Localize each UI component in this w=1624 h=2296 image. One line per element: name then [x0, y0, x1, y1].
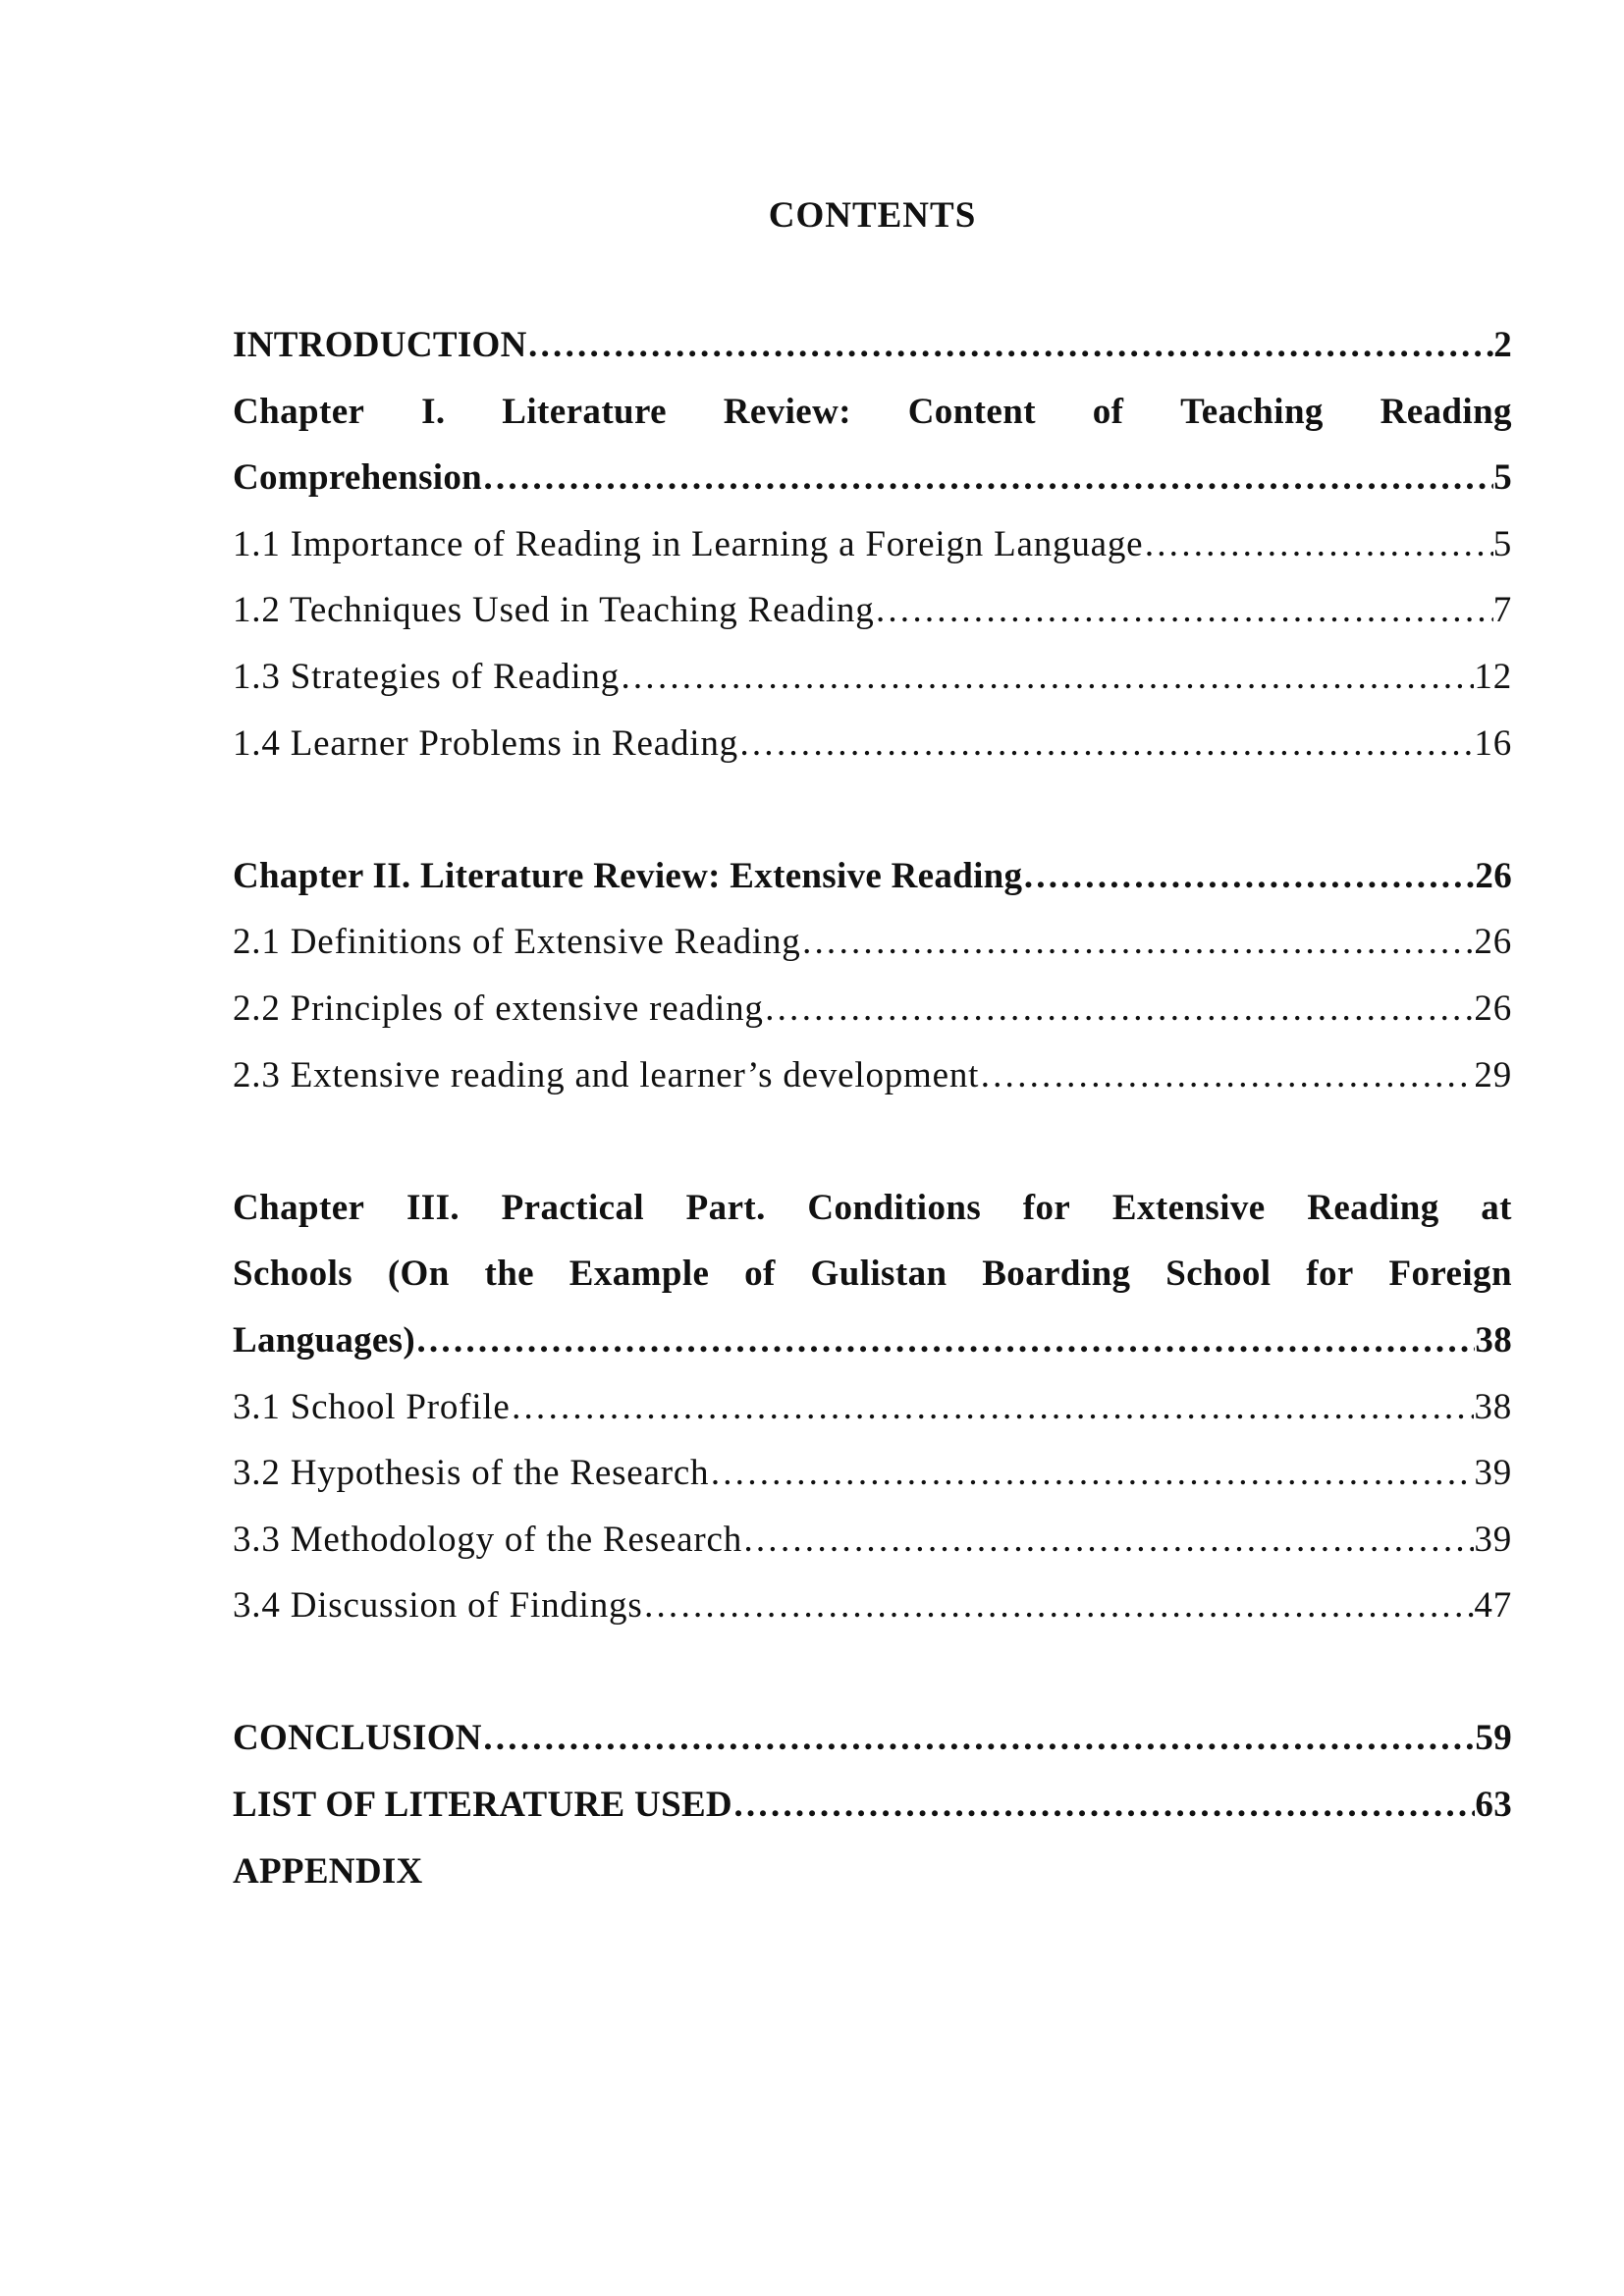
word: I. [421, 391, 446, 432]
toc-entry-label: 3.1 School Profile [233, 1386, 511, 1427]
dot-leader [620, 644, 1474, 711]
toc-entry-chapter3-line1[interactable] [233, 1175, 1512, 1242]
toc-page-number: 12 [1474, 656, 1512, 697]
dot-leader [415, 1308, 1475, 1374]
toc-entry-section-1-2[interactable] [233, 577, 1512, 644]
word: Conditions [807, 1187, 982, 1228]
toc-entry-section-2-2[interactable] [233, 976, 1512, 1042]
word: Part. [685, 1187, 766, 1228]
toc-entry-label: 3.2 Hypothesis of the Research [233, 1453, 710, 1494]
dot-leader [742, 1507, 1474, 1574]
toc-entry-chapter3-line2[interactable] [233, 1241, 1512, 1308]
table-of-contents [233, 187, 1512, 1904]
dot-leader [801, 909, 1475, 976]
toc-page-number: 26 [1474, 922, 1512, 963]
word: III. [406, 1187, 460, 1228]
toc-entry-label: Languages) [233, 1319, 415, 1361]
spacer [233, 776, 1512, 843]
word: at [1481, 1187, 1512, 1228]
dot-leader [1143, 511, 1492, 578]
word: Teaching [1180, 391, 1324, 432]
dot-leader [527, 312, 1494, 379]
toc-entry-label: 3.3 Methodology of the Research [233, 1519, 743, 1560]
word: for [1022, 1187, 1071, 1228]
toc-entry-conclusion[interactable] [233, 1705, 1512, 1772]
toc-page-number: 38 [1475, 1319, 1512, 1361]
word: Boarding [982, 1254, 1131, 1295]
word: Foreign [1388, 1254, 1512, 1295]
toc-entry-section-1-1[interactable] [233, 511, 1512, 578]
word: of [744, 1254, 776, 1295]
toc-entry-chapter1-line2[interactable] [233, 445, 1512, 511]
toc-page-number: 5 [1493, 457, 1512, 499]
toc-entry-label: APPENDIX [233, 1850, 423, 1892]
word: Literature [502, 391, 667, 432]
toc-page-number: 29 [1474, 1054, 1512, 1095]
toc-entry-literature[interactable] [233, 1772, 1512, 1839]
word: Schools [233, 1254, 353, 1295]
toc-page-number: 63 [1475, 1785, 1512, 1826]
toc-entry-label: INTRODUCTION [233, 325, 527, 365]
toc-page-number: 26 [1474, 988, 1512, 1029]
toc-entry-label: 2.2 Principles of extensive reading [233, 988, 764, 1029]
toc-entry-chapter1-line1[interactable] [233, 379, 1512, 446]
word: Review: [723, 391, 851, 432]
toc-entry-label: 2.1 Definitions of Extensive Reading [233, 922, 801, 963]
word: for [1306, 1254, 1354, 1295]
toc-entry-label: 1.1 Importance of Reading in Learning a Foreign Language [233, 523, 1144, 564]
word: Chapter [233, 391, 365, 432]
toc-entry-section-3-1[interactable] [233, 1374, 1512, 1441]
toc-entry-section-2-1[interactable] [233, 909, 1512, 976]
toc-page-number: 5 [1492, 523, 1512, 564]
toc-entry-section-1-3[interactable] [233, 644, 1512, 711]
toc-entry-chapter2[interactable] [233, 843, 1512, 910]
toc-page-number: 16 [1474, 722, 1512, 764]
dot-leader [738, 711, 1474, 777]
toc-entry-chapter3-line3[interactable] [233, 1308, 1512, 1374]
toc-entry-section-1-4[interactable] [233, 711, 1512, 777]
dot-leader [764, 976, 1475, 1042]
toc-page-number: 47 [1474, 1585, 1512, 1627]
toc-entry-label: 1.3 Strategies of Reading [233, 656, 621, 697]
word: Example [568, 1254, 710, 1295]
toc-entry-section-2-3[interactable] [233, 1042, 1512, 1109]
toc-entry-label: CONCLUSION [233, 1718, 482, 1759]
word: Gulistan [810, 1254, 947, 1295]
toc-page-number: 39 [1474, 1453, 1512, 1494]
toc-entry-label: 1.2 Techniques Used in Teaching Reading [233, 590, 875, 631]
toc-page-number: 7 [1492, 590, 1512, 631]
word: Chapter [233, 1187, 365, 1228]
toc-entry-appendix[interactable] [233, 1839, 1512, 1905]
word: of [1092, 391, 1124, 432]
dot-leader [875, 577, 1493, 644]
dot-leader [709, 1440, 1474, 1507]
word: Reading [1307, 1187, 1439, 1228]
dot-leader [511, 1374, 1475, 1441]
dot-leader [482, 445, 1493, 511]
toc-entry-label: 2.3 Extensive reading and learner’s development [233, 1054, 980, 1095]
word: the [484, 1254, 535, 1295]
toc-entry-section-3-2[interactable] [233, 1440, 1512, 1507]
word: Content [907, 391, 1036, 432]
toc-entry-label: 3.4 Discussion of Findings [233, 1585, 643, 1627]
word: School [1165, 1254, 1272, 1295]
word: Practical [501, 1187, 645, 1228]
dot-leader [643, 1573, 1475, 1639]
word: Reading [1380, 391, 1512, 432]
toc-page-number: 39 [1474, 1519, 1512, 1560]
dot-leader [1022, 843, 1475, 910]
word: Extensive [1111, 1187, 1266, 1228]
toc-entry-section-3-3[interactable] [233, 1507, 1512, 1574]
toc-entry-label: 1.4 Learner Problems in Reading [233, 722, 738, 764]
toc-entry-label: LIST OF LITERATURE USED [233, 1785, 732, 1826]
toc-page-number: 2 [1493, 325, 1512, 365]
toc-entry-label: Chapter II. Literature Review: Extensive Reading [233, 855, 1023, 896]
toc-page-number: 26 [1475, 855, 1512, 896]
toc-entry-label: Comprehension [233, 457, 483, 499]
toc-entry-section-3-4[interactable] [233, 1573, 1512, 1639]
toc-page-number: 59 [1475, 1718, 1512, 1759]
spacer [233, 1108, 1512, 1175]
toc-page-number: 38 [1474, 1386, 1512, 1427]
dot-leader [979, 1042, 1474, 1109]
toc-entry-introduction[interactable] [233, 312, 1512, 379]
dot-leader [732, 1772, 1475, 1839]
page-title: CONTENTS [768, 195, 977, 236]
spacer [233, 1639, 1512, 1706]
dot-leader [482, 1705, 1476, 1772]
word: (On [387, 1254, 450, 1295]
